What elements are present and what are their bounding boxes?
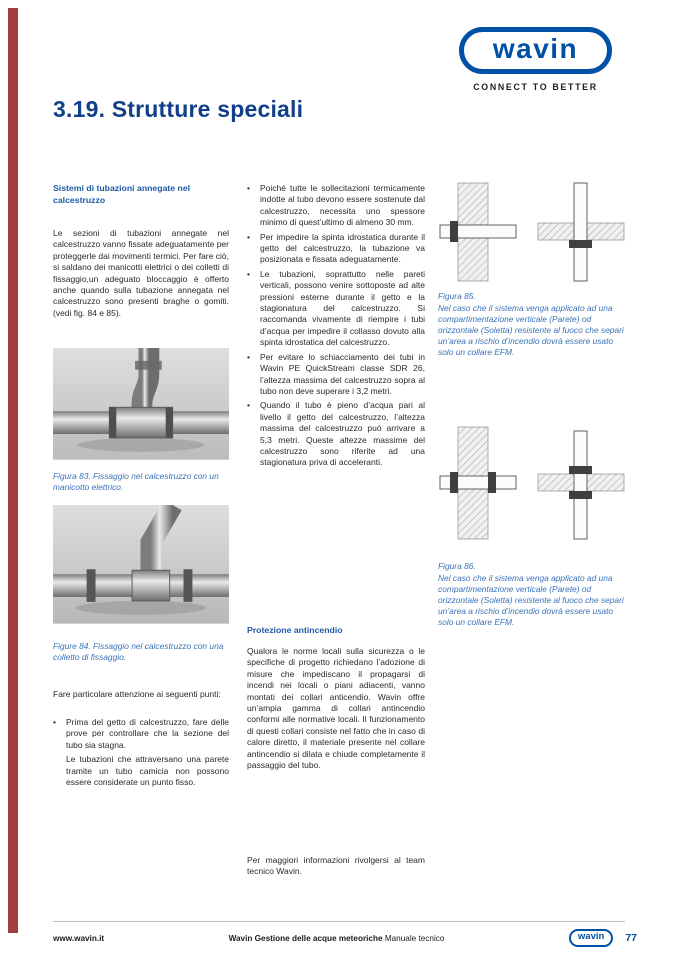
- list-item-text: Le tubazioni, soprattutto nelle pareti verticali, possono venire sottoposte ad alte pressioni esterne durante il getto e la stagionatura del calcestruzzo. Si raccomanda vivamente di riempire i tubi d’acqua per impedire il collasso dovuto alla spinta idrostatica del calcestruzzo.: [260, 268, 425, 348]
- list-item: [247, 232, 425, 266]
- list-item: [247, 352, 425, 398]
- figure-85-image: [438, 181, 626, 285]
- list-item-text: Prima del getto di calcestruzzo, fare delle prove per controllare che la sezione del tubo sia stagna.: [66, 717, 229, 750]
- figure-83-caption: Figura 83. Fissaggio nel calcestruzzo con un manicotto elettrico.: [53, 471, 219, 492]
- list-item: [53, 717, 229, 751]
- bullet-dot: •: [247, 231, 250, 242]
- list-item-text: Per evitare lo schiacciamento dei tubi in Wavin PE QuickStream classe SDR 26, l’altezza massima del calcestruzzo sopra al tubo non deve superare i 3,2 metri.: [260, 351, 425, 396]
- figure-85-label: Figura 85.: [438, 291, 476, 301]
- figure-84-caption: Figure 84. Fissaggio nel calcestruzzo con una colletto di fissaggio.: [53, 641, 224, 662]
- paragraph-fire: Qualora le norme locali sulla sicurezza o le specifiche di progetto richiedano l’adozione di misure che impediscano il propagarsi di incendi nei locali o piani adiacenti, vanno montati dei collari anticendio. Wavin offre un’ampia gamma di collari antincendio conformi alle normative locali. Il funzionamento di questi collari consiste nel fatto che in caso di calore diretto, il materiale presente nel collare antincendio si dilata e chiude completamente il passaggio del tubo.: [247, 646, 425, 771]
- list-item-text: Per impedire la spinta idrostatica durante il getto del calcestruzzo, la tubazione va posizionata e fissata adeguatamente.: [260, 231, 425, 265]
- footer: [53, 929, 637, 947]
- paragraph-concrete: Le sezioni di tubazioni annegate nel calcestruzzo vanno fissate adeguatamente per proteggerle dai movimenti termici. Per fare ciò, si saldano dei manicotti elettrici o dei colletti di fissaggio,un adeguato bloccaggio è offerto anche quando sulla tubazione annegata nel calcestruzzo sono presenti braghe o gomiti. (vedi fig. 84 e 85).: [53, 228, 229, 318]
- section-heading-fire: Protezione antincendio: [247, 625, 343, 635]
- requirements-list: [247, 183, 425, 472]
- bullet-dot: •: [247, 183, 250, 193]
- bullet-dot: •: [247, 400, 250, 411]
- brand-tagline: CONNECT TO BETTER: [473, 82, 598, 92]
- closing-note: Per maggiori informazioni rivolgersi al team tecnico Wavin.: [247, 855, 425, 877]
- attention-list: [53, 717, 229, 791]
- footer-doc-title: [229, 934, 445, 943]
- bullet-dot: •: [247, 351, 250, 362]
- column-right: [438, 0, 626, 958]
- figure-86-image: [438, 419, 626, 545]
- page-title: 3.19. Strutture speciali: [53, 96, 304, 122]
- footer-url: www.wavin.it: [53, 933, 105, 943]
- figure-83-image: [53, 348, 229, 460]
- footer-right: [569, 929, 637, 947]
- footer-rule: [53, 921, 625, 922]
- figure-86-caption: Nel caso che il sistema venga applicato ad una compartimentazione verticale (Parete) od orizzontale (Soletta) resistente al fuoco che separi un’area a rischio d’incendio dovrà essere usato solo un collare EFM.: [438, 573, 624, 627]
- bullet-dot: •: [247, 268, 250, 279]
- accent-bar: [8, 8, 18, 933]
- page-number: 77: [625, 932, 637, 944]
- list-item-text: Quando il tubo è pieno d’acqua pari al livello il getto del calcestruzzo, l’altezza massima del calcestruzzo può arrivare a 5,3 metri. Queste altezze massime del calcestruzzo sono riferite ad una stagionatura priva di acceleranti.: [260, 400, 425, 468]
- bullet-dot: •: [53, 717, 56, 727]
- wavin-footer-logo: wavin: [569, 929, 613, 947]
- section-heading-concrete: Sistemi di tubazioni annegate nel calcestruzzo: [53, 183, 191, 205]
- list-item: [247, 400, 425, 468]
- list-item: [53, 754, 229, 788]
- footer-doc-title-bold: Wavin Gestione delle acque meteoriche: [228, 933, 383, 943]
- list-item: [247, 183, 425, 229]
- figure-86-label: Figura 86.: [438, 561, 476, 571]
- footer-doc-title-regular: Manuale tecnico: [384, 933, 445, 943]
- column-center: [247, 0, 425, 958]
- list-item: [247, 269, 425, 349]
- column-left: [53, 0, 229, 958]
- list-item-text: Poiché tutte le sollecitazioni termicamente indotte al tubo devono essere sostenute dal calcestruzzo, necessita uno spessore minimo di quest’ultimo di almeno 30 mm.: [260, 183, 425, 228]
- list-item-text: Le tubazioni che attraversano una parete tramite un tubo camicia non possono essere considerate un punto fisso.: [66, 754, 229, 788]
- attention-intro: Fare particolare attenzione ai seguenti punti:: [53, 689, 221, 699]
- figure-84-image: [53, 505, 229, 624]
- figure-85-caption: Nel caso che il sistema venga applicato ad una compartimentazione verticale (Parete) od orizzontale (Soletta) resistente al fuoco che separi un’area a rischio d’incendio dovrà essere usato solo un collare EFM.: [438, 303, 624, 357]
- wavin-logo-text: wavin: [492, 32, 579, 64]
